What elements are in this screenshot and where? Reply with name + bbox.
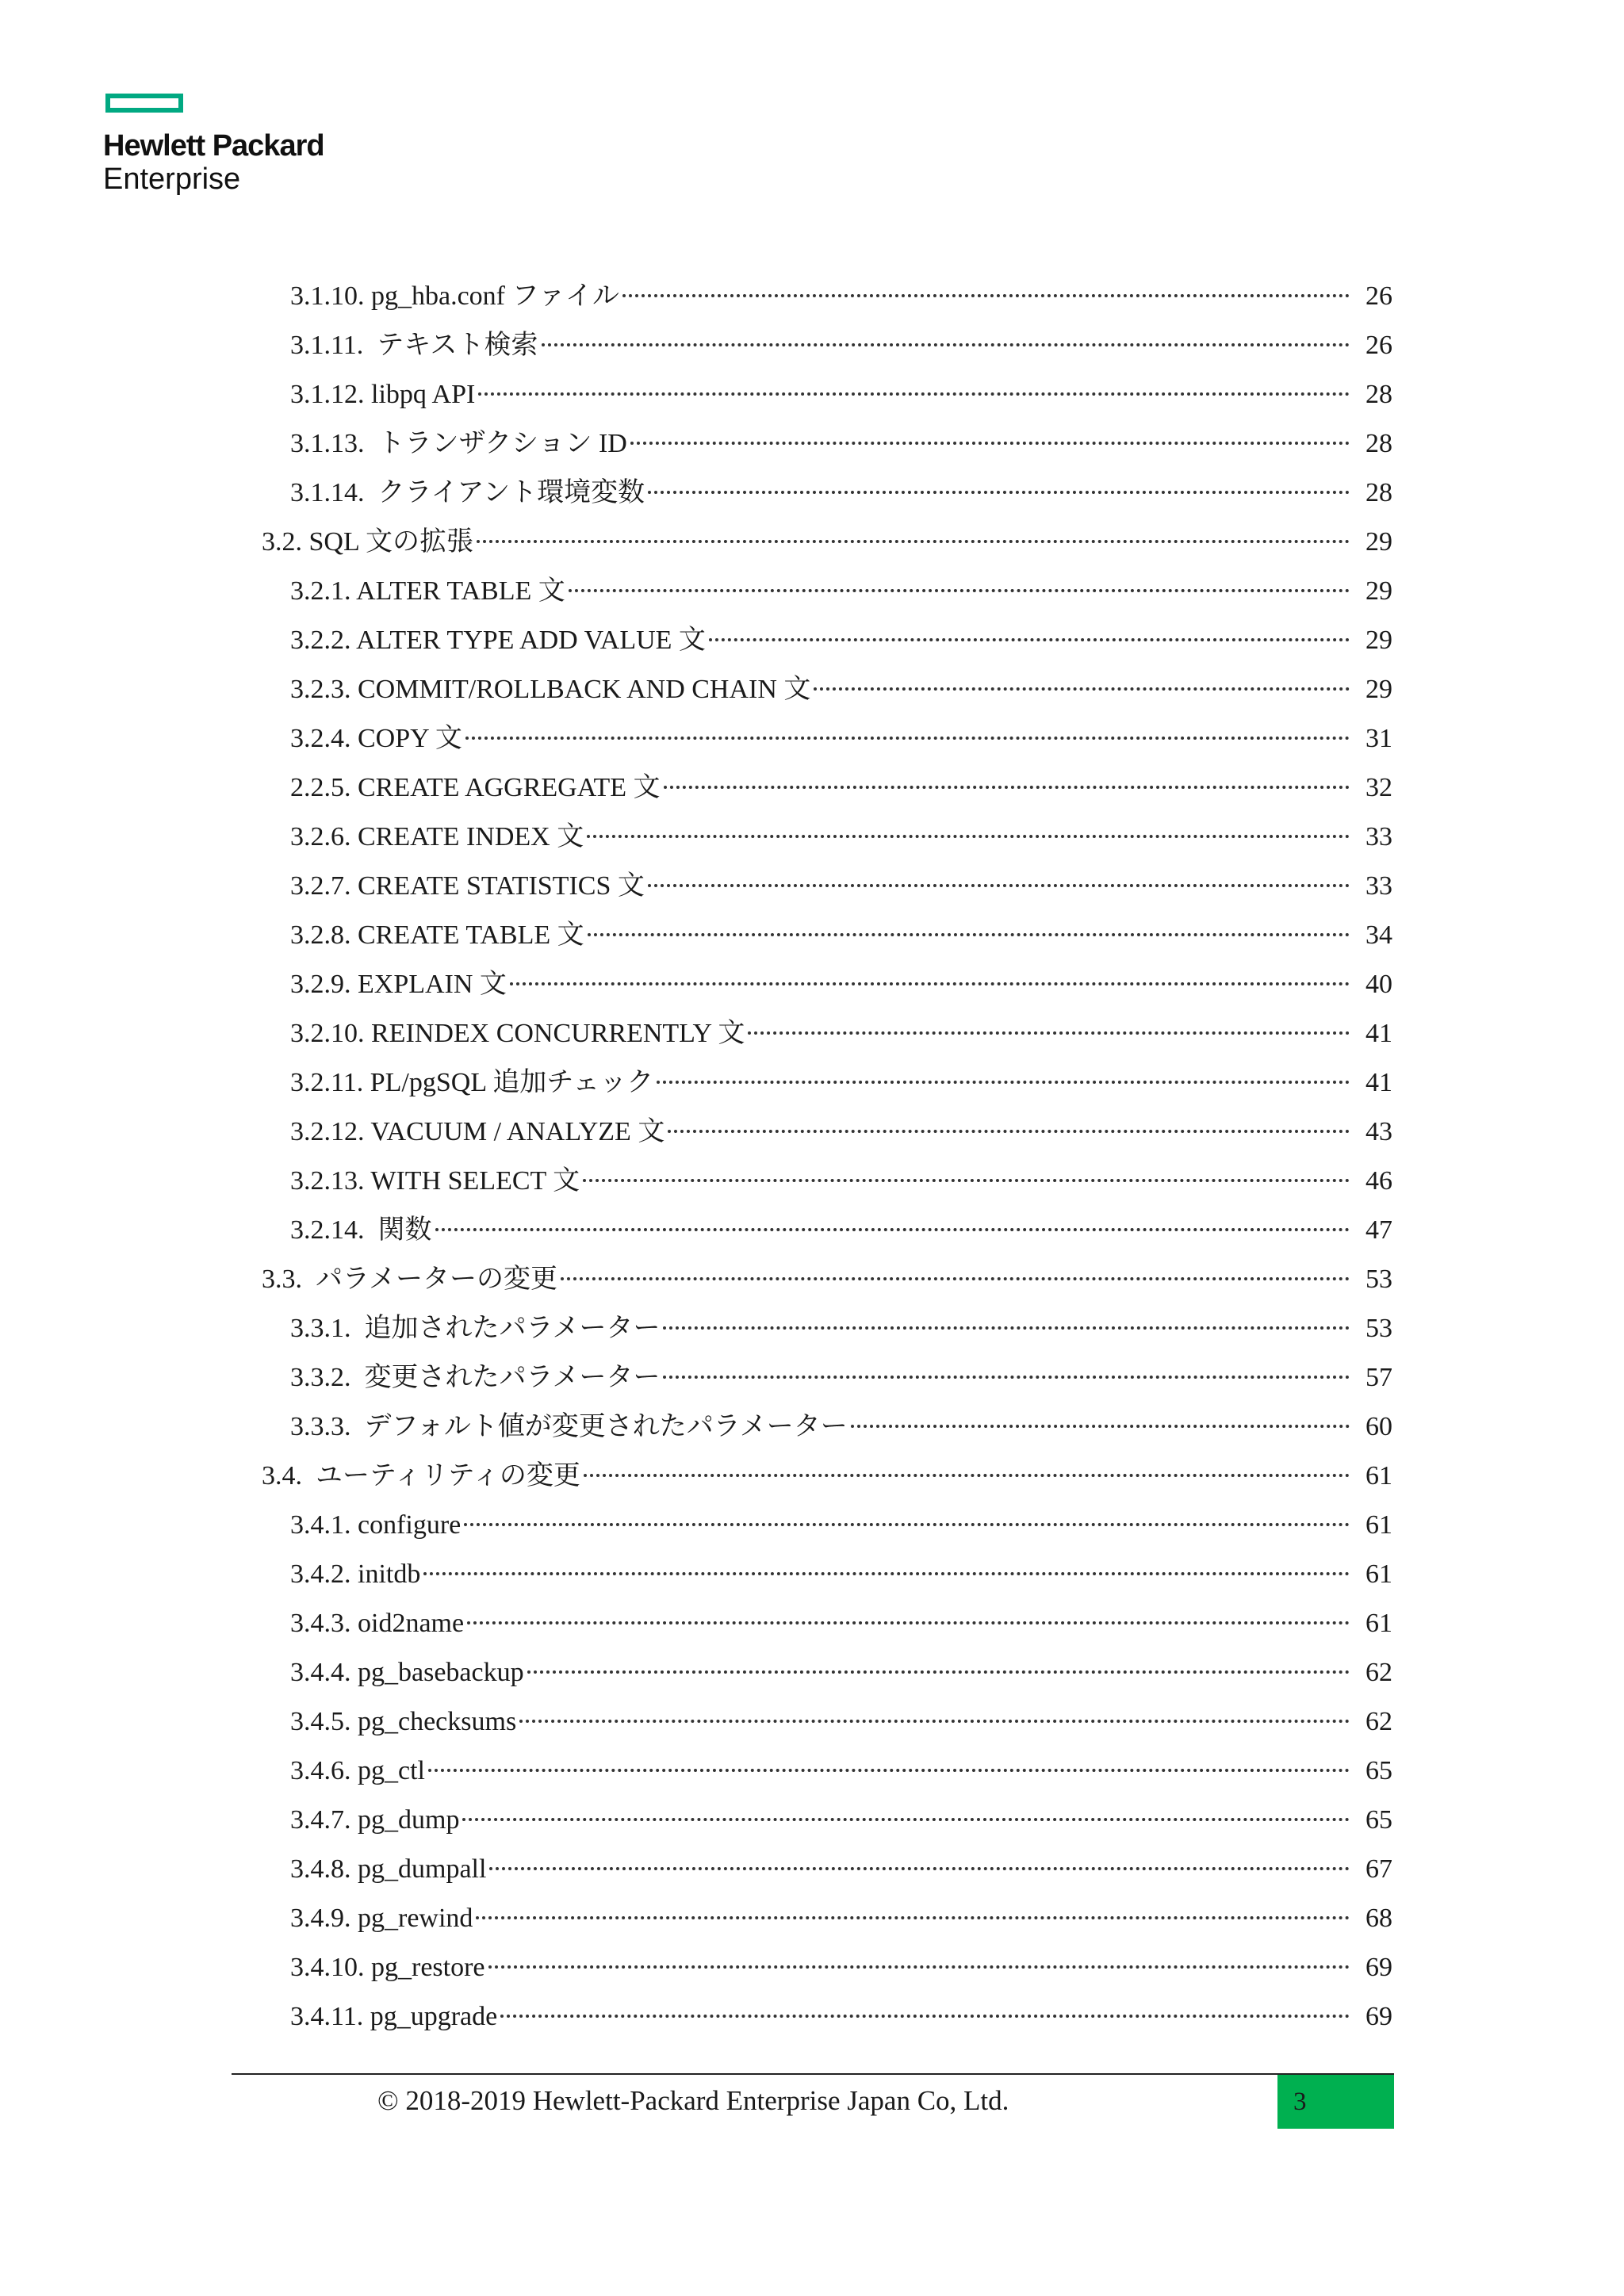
toc-dot-leader <box>630 442 1350 445</box>
company-logo <box>103 94 357 197</box>
toc-entry[interactable] <box>262 1157 1392 1206</box>
toc-entry-page: 60 <box>1365 1412 1392 1441</box>
toc-dot-leader <box>542 343 1350 346</box>
toc-entry-page: 46 <box>1365 1166 1392 1196</box>
toc-entry[interactable] <box>262 321 1392 370</box>
toc-entry-page: 53 <box>1365 1265 1392 1294</box>
toc-entry-title: 3.1.12. libpq API <box>290 380 476 409</box>
toc-dot-leader <box>709 638 1350 641</box>
toc-dot-leader <box>583 1179 1350 1182</box>
table-of-contents <box>262 272 1392 2042</box>
toc-entry-page: 62 <box>1365 1658 1392 1687</box>
toc-entry-title: 3.1.11. テキスト検索 <box>290 331 538 360</box>
toc-dot-leader <box>476 1916 1350 1919</box>
toc-entry-title: 3.4.1. configure <box>290 1510 462 1540</box>
toc-entry-title: 3.2. SQL 文の拡張 <box>262 527 473 557</box>
toc-dot-leader <box>561 1277 1350 1280</box>
toc-entry[interactable] <box>262 1353 1392 1402</box>
toc-entry-page: 40 <box>1365 970 1392 999</box>
toc-entry[interactable] <box>262 272 1392 321</box>
toc-dot-leader <box>851 1425 1350 1428</box>
toc-entry[interactable] <box>262 370 1392 419</box>
toc-entry-page: 29 <box>1365 576 1392 606</box>
toc-entry-title: 3.2.10. REINDEX CONCURRENTLY 文 <box>290 1019 745 1048</box>
toc-entry-title: 3.2.12. VACUUM / ANALYZE 文 <box>290 1117 665 1146</box>
toc-dot-leader <box>478 392 1350 396</box>
toc-entry[interactable] <box>262 1796 1392 1845</box>
toc-entry[interactable] <box>262 911 1392 960</box>
toc-entry[interactable] <box>262 1845 1392 1894</box>
toc-entry[interactable] <box>262 1747 1392 1796</box>
toc-dot-leader <box>748 1031 1350 1035</box>
toc-entry-title: 3.2.7. CREATE STATISTICS 文 <box>290 871 645 901</box>
toc-entry[interactable] <box>262 1058 1392 1108</box>
toc-entry[interactable] <box>262 1108 1392 1157</box>
footer-copyright: © 2018-2019 Hewlett-Packard Enterprise Japan Co, Ltd. <box>377 2085 1009 2116</box>
toc-entry-title: 3.4.11. pg_upgrade <box>290 2002 498 2031</box>
toc-entry[interactable] <box>262 1992 1392 2042</box>
logo-text-line2: Enterprise <box>103 163 241 196</box>
toc-entry-page: 68 <box>1365 1904 1392 1933</box>
toc-entry-page: 28 <box>1365 478 1392 507</box>
toc-entry[interactable] <box>262 1206 1392 1255</box>
toc-entry[interactable] <box>262 763 1392 813</box>
toc-dot-leader <box>500 2015 1350 2018</box>
toc-entry-title: 3.4.9. pg_rewind <box>290 1904 473 1933</box>
toc-entry-title: 3.4. ユーティリティの変更 <box>262 1461 580 1490</box>
toc-dot-leader <box>488 1965 1350 1969</box>
toc-entry[interactable] <box>262 1452 1392 1501</box>
toc-entry-title: 3.4.3. oid2name <box>290 1609 465 1638</box>
toc-dot-leader <box>477 540 1350 543</box>
toc-entry[interactable] <box>262 1697 1392 1747</box>
toc-entry[interactable] <box>262 1943 1392 1992</box>
toc-entry-page: 41 <box>1365 1019 1392 1048</box>
toc-dot-leader <box>489 1867 1350 1870</box>
toc-entry-title: 2.2.5. CREATE AGGREGATE 文 <box>290 773 661 802</box>
toc-entry-page: 26 <box>1365 281 1392 311</box>
toc-entry-title: 3.4.5. pg_checksums <box>290 1707 517 1736</box>
toc-entry-page: 47 <box>1365 1215 1392 1245</box>
toc-entry[interactable] <box>262 862 1392 911</box>
toc-entry-page: 61 <box>1365 1461 1392 1490</box>
toc-entry-page: 61 <box>1365 1609 1392 1638</box>
toc-entry-page: 26 <box>1365 331 1392 360</box>
toc-entry-page: 61 <box>1365 1559 1392 1589</box>
toc-entry-title: 3.4.2. initdb <box>290 1559 421 1589</box>
toc-entry-title: 3.1.10. pg_hba.conf ファイル <box>290 281 619 311</box>
toc-entry-title: 3.3.2. 変更されたパラメーター <box>290 1363 661 1392</box>
toc-entry-title: 3.4.7. pg_dump <box>290 1805 460 1835</box>
toc-dot-leader <box>663 1376 1350 1379</box>
toc-dot-leader <box>657 1081 1350 1084</box>
toc-entry-page: 53 <box>1365 1314 1392 1343</box>
toc-entry-title: 3.4.4. pg_basebackup <box>290 1658 524 1687</box>
toc-entry-title: 3.4.6. pg_ctl <box>290 1756 425 1785</box>
toc-dot-leader <box>584 1474 1350 1477</box>
toc-entry-page: 28 <box>1365 429 1392 458</box>
toc-entry[interactable] <box>262 1255 1392 1304</box>
toc-entry[interactable] <box>262 1304 1392 1353</box>
toc-entry-page: 61 <box>1365 1510 1392 1540</box>
page-number: 3 <box>1293 2087 1307 2116</box>
toc-entry-page: 67 <box>1365 1854 1392 1884</box>
logo-text-line1: Hewlett Packard <box>103 129 324 163</box>
toc-entry-page: 33 <box>1365 871 1392 901</box>
toc-entry[interactable] <box>262 616 1392 665</box>
toc-dot-leader <box>569 589 1350 592</box>
toc-entry-page: 31 <box>1365 724 1392 753</box>
toc-entry[interactable] <box>262 1501 1392 1550</box>
toc-entry-title: 3.2.8. CREATE TABLE 文 <box>290 920 584 950</box>
toc-entry-title: 3.2.3. COMMIT/ROLLBACK AND CHAIN 文 <box>290 675 811 704</box>
toc-dot-leader <box>423 1572 1350 1575</box>
toc-entry-title: 3.2.9. EXPLAIN 文 <box>290 970 507 999</box>
toc-entry-page: 28 <box>1365 380 1392 409</box>
logo-mark-icon <box>105 94 183 113</box>
toc-entry-title: 3.4.8. pg_dumpall <box>290 1854 487 1884</box>
toc-entry-title: 3.3. パラメーターの変更 <box>262 1265 557 1294</box>
toc-entry-page: 43 <box>1365 1117 1392 1146</box>
toc-entry[interactable] <box>262 518 1392 567</box>
toc-dot-leader <box>435 1228 1350 1231</box>
toc-entry-page: 69 <box>1365 1953 1392 1982</box>
toc-entry-page: 65 <box>1365 1805 1392 1835</box>
toc-dot-leader <box>428 1769 1350 1772</box>
toc-dot-leader <box>622 294 1350 297</box>
toc-entry-title: 3.1.14. クライアント環境変数 <box>290 478 645 507</box>
toc-entry-title: 3.2.6. CREATE INDEX 文 <box>290 822 584 851</box>
toc-entry-title: 3.3.1. 追加されたパラメーター <box>290 1314 661 1343</box>
toc-entry[interactable] <box>262 1894 1392 1943</box>
toc-entry[interactable] <box>262 813 1392 862</box>
toc-entry[interactable] <box>262 960 1392 1009</box>
toc-dot-leader <box>668 1130 1350 1133</box>
toc-dot-leader <box>462 1818 1350 1821</box>
toc-entry-page: 69 <box>1365 2002 1392 2031</box>
toc-dot-leader <box>814 687 1350 691</box>
toc-entry-title: 3.2.13. WITH SELECT 文 <box>290 1166 580 1196</box>
toc-dot-leader <box>663 1326 1350 1330</box>
toc-entry[interactable] <box>262 1648 1392 1697</box>
toc-entry-page: 62 <box>1365 1707 1392 1736</box>
toc-entry-page: 34 <box>1365 920 1392 950</box>
toc-entry-page: 33 <box>1365 822 1392 851</box>
toc-entry[interactable] <box>262 419 1392 469</box>
toc-dot-leader <box>588 933 1350 936</box>
toc-dot-leader <box>464 1523 1350 1526</box>
toc-entry[interactable] <box>262 714 1392 763</box>
toc-entry-page: 57 <box>1365 1363 1392 1392</box>
toc-dot-leader <box>467 1621 1350 1624</box>
toc-entry[interactable] <box>262 469 1392 518</box>
toc-entry[interactable] <box>262 1599 1392 1648</box>
toc-dot-leader <box>648 884 1350 887</box>
toc-entry-title: 3.2.4. COPY 文 <box>290 724 462 753</box>
toc-entry-page: 32 <box>1365 773 1392 802</box>
toc-entry-title: 3.4.10. pg_restore <box>290 1953 485 1982</box>
toc-entry-title: 3.1.13. トランザクション ID <box>290 429 627 458</box>
toc-dot-leader <box>465 737 1350 740</box>
toc-dot-leader <box>527 1670 1350 1674</box>
toc-dot-leader <box>664 786 1350 789</box>
toc-entry-page: 29 <box>1365 626 1392 655</box>
toc-entry[interactable] <box>262 665 1392 714</box>
toc-entry[interactable] <box>262 1550 1392 1599</box>
toc-entry-page: 29 <box>1365 675 1392 704</box>
toc-dot-leader <box>519 1720 1350 1723</box>
toc-entry-title: 3.2.11. PL/pgSQL 追加チェック <box>290 1068 654 1097</box>
footer-divider <box>232 2073 1394 2075</box>
toc-entry[interactable] <box>262 567 1392 616</box>
toc-entry-title: 3.2.2. ALTER TYPE ADD VALUE 文 <box>290 626 706 655</box>
footer-page-badge <box>1277 2075 1394 2129</box>
toc-entry[interactable] <box>262 1402 1392 1452</box>
toc-entry-page: 29 <box>1365 527 1392 557</box>
toc-dot-leader <box>510 982 1350 985</box>
toc-entry-title: 3.2.1. ALTER TABLE 文 <box>290 576 565 606</box>
toc-entry-title: 3.3.3. デフォルト値が変更されたパラメーター <box>290 1412 848 1441</box>
toc-entry-title: 3.2.14. 関数 <box>290 1215 432 1245</box>
toc-dot-leader <box>648 491 1350 494</box>
toc-entry[interactable] <box>262 1009 1392 1058</box>
toc-entry-page: 41 <box>1365 1068 1392 1097</box>
toc-entry-page: 65 <box>1365 1756 1392 1785</box>
toc-dot-leader <box>587 835 1350 838</box>
